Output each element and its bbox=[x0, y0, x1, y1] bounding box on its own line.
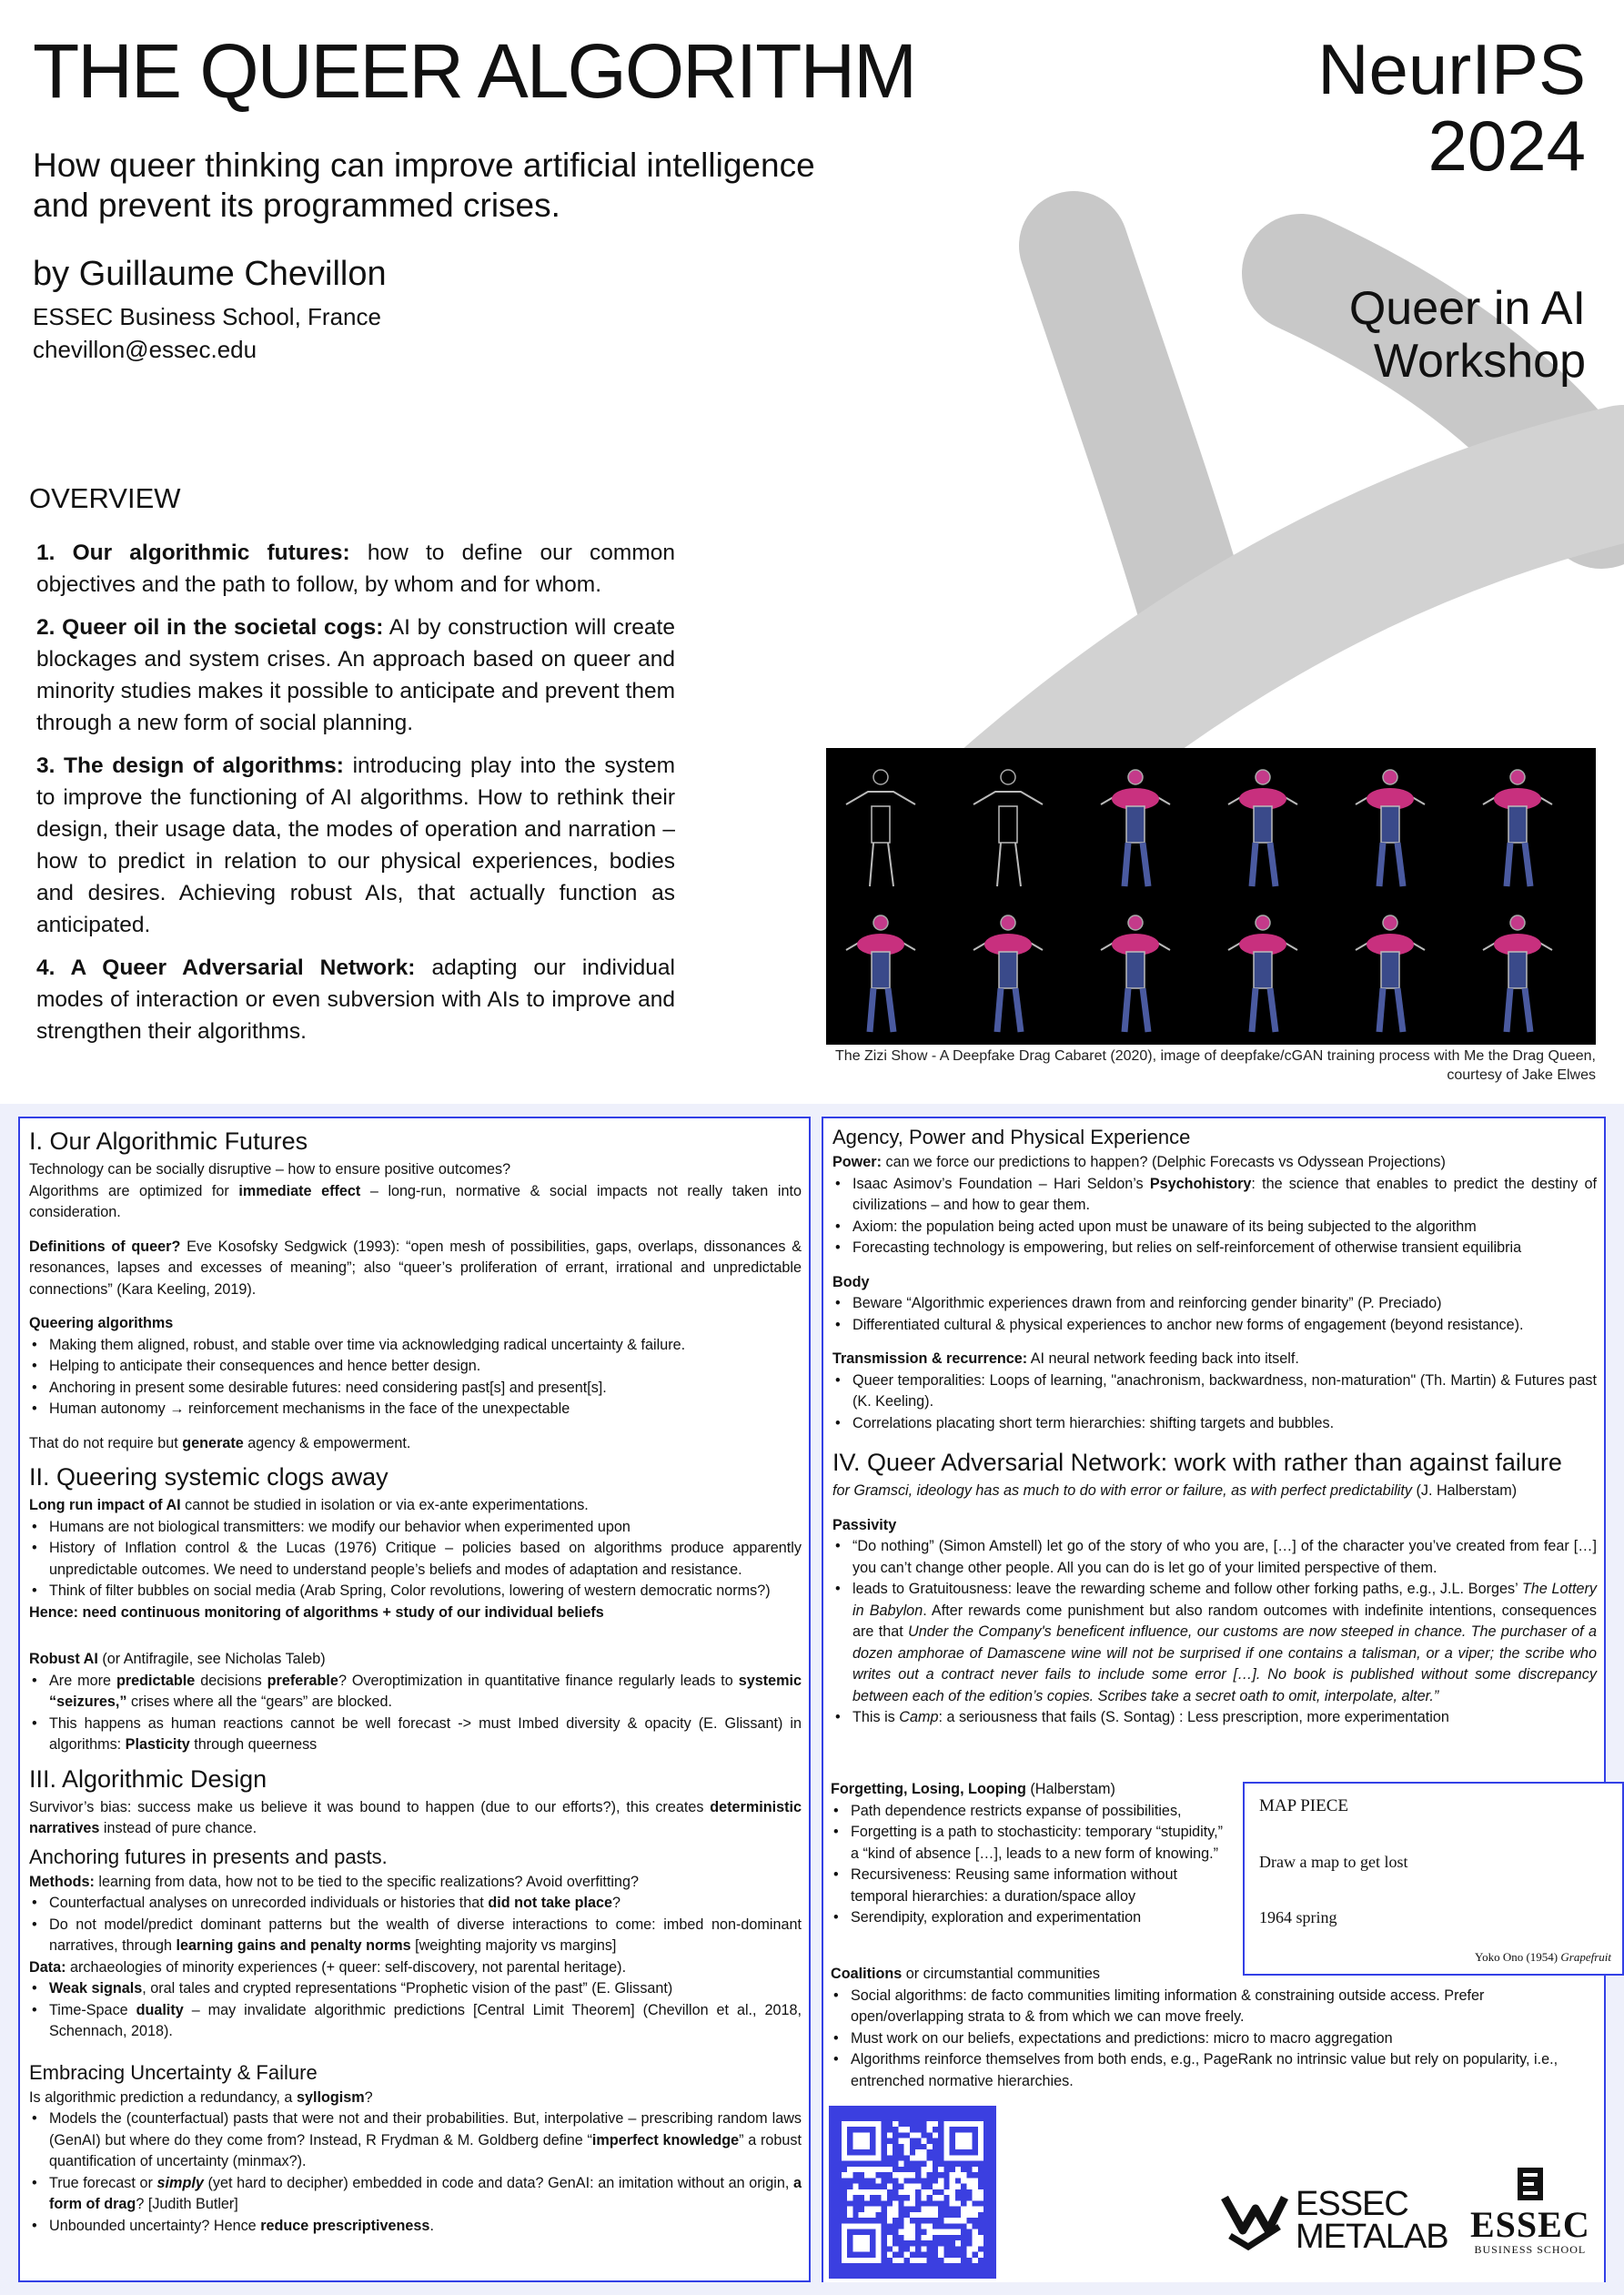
list-item: • Isaac Asimov’s Foundation – Hari Seldon’s Psychohistory: the science that enables to predict the destiny of civilizations – and how to gear them. bbox=[832, 1174, 1597, 1217]
overview-item-label: 2. Queer oil in the societal cogs: bbox=[36, 615, 384, 640]
overview-item bbox=[36, 537, 675, 601]
overview-item-text: introducing play into the system to improve the functioning of AI algorithms. How to rethink their design, their usage data, the modes of operation and narration – how to predict in relation to our physical experiences, bodies and desires. Achieving robust AIs, that actually function as anticipated. bbox=[36, 753, 675, 937]
subtitle-line-2: and prevent its programmed crises. bbox=[33, 187, 560, 224]
overview-item-text: adapting our individual modes of interaction or even subversion with AIs to improve and strengthen their algorithms. bbox=[36, 955, 675, 1044]
list-item: • Forgetting is a path to stochasticity: temporary “stupidity,” a “kind of absence […], leads to a new form of knowing.” bbox=[831, 1822, 1231, 1865]
author-affiliation bbox=[33, 300, 381, 366]
metalab-word-2: METALAB bbox=[1296, 2218, 1448, 2256]
power-list bbox=[832, 1174, 1597, 1259]
overview-item-text: how to define our common objectives and the path to follow, by whom and for whom. bbox=[36, 541, 675, 597]
list-item: • Beware “Algorithmic experiences drawn from and reinforcing gender binarity” (P. Preciado) bbox=[832, 1293, 1597, 1315]
conference-line-2: 2024 bbox=[1427, 106, 1586, 186]
section-3-subtitle: Anchoring futures in presents and pasts. bbox=[29, 1845, 388, 1868]
map-piece-box bbox=[1243, 1782, 1624, 1976]
list-item: • This is Camp: a seriousness that fails (S. Sontag) : Less prescription, more experimentation bbox=[832, 1707, 1597, 1729]
subheading: Passivity bbox=[832, 1516, 897, 1533]
zizi-show-photo bbox=[826, 748, 1596, 1045]
overview-heading: OVERVIEW bbox=[29, 482, 181, 514]
poster-subtitle bbox=[33, 146, 943, 226]
systemic-list bbox=[29, 1517, 802, 1602]
list-item: • Must work on our beliefs, expectations and predictions: micro to macro aggregation bbox=[831, 2028, 1595, 2050]
list-item: • Models the (counterfactual) pasts that were not and their probabilities. But, interpolative – prescribing random laws (GenAI) but where do they come from? Instead, R Frydman & M. Goldberg define “imperfect knowledge” a robust quantification of uncertainty (minmax?). bbox=[29, 2108, 802, 2173]
essec-subtitle: BUSINESS SCHOOL bbox=[1474, 2243, 1587, 2256]
methods-list bbox=[29, 1893, 802, 1957]
section-1-title: I. Our Algorithmic Futures bbox=[29, 1127, 308, 1155]
list-item: • Correlations placating short term hierarchies: shifting targets and bubbles. bbox=[832, 1413, 1597, 1435]
forgetting-block bbox=[831, 1779, 1231, 1929]
list-item: • Forecasting technology is empowering, but relies on self-reinforcement of otherwise transient equilibria bbox=[832, 1238, 1597, 1259]
uncertainty-list bbox=[29, 2108, 802, 2237]
workshop-line-1: Queer in AI bbox=[1348, 282, 1586, 335]
subheading: Body bbox=[832, 1273, 870, 1290]
essec-metalab-logo bbox=[1221, 2185, 1448, 2256]
list-item: • leads to Gratuitousness: leave the rewarding scheme and follow other forking paths, e.g., J.L. Borges’ The Lottery in Babylon. After rewards come punishment but also random outcomes with indefinite intentions, consequences are that Under the Company's beneficent influence, our customs are now steeped in chance. The purchaser of a dozen amphorae of Damascene wine will not be surprised if one contains a talisman, or a viper; the scribe who writes out a contract never fails to include some error […]. No book is published without some discrepancy between each of the edition’s copies. Scribes take a secret oath to omit, interpolate, alter.” bbox=[832, 1579, 1597, 1707]
section-3-title: III. Algorithmic Design bbox=[29, 1764, 267, 1793]
list-item: • Counterfactual analyses on unrecorded individuals or histories that did not take place? bbox=[29, 1893, 802, 1915]
dancer-figure bbox=[846, 915, 915, 1032]
data-list bbox=[29, 1978, 802, 2043]
essec-business-school-logo bbox=[1470, 2166, 1590, 2257]
dancer-figure bbox=[1483, 770, 1552, 886]
dancer-figure bbox=[1356, 770, 1425, 886]
qr-code[interactable] bbox=[829, 2106, 996, 2279]
coalitions-block bbox=[831, 1964, 1595, 2092]
subheading: Queering algorithms bbox=[29, 1315, 174, 1331]
dancer-figure bbox=[1356, 915, 1425, 1032]
essec-crest-icon bbox=[1512, 2166, 1548, 2202]
list-item: • Helping to anticipate their consequences and hence better design. bbox=[29, 1356, 802, 1378]
subheading: Coalitions or circumstantial communities bbox=[831, 1966, 1100, 1982]
overview-item bbox=[36, 952, 675, 1047]
list-item: • Serendipity, exploration and experimentation bbox=[831, 1907, 1231, 1929]
qr-code-image bbox=[842, 2118, 983, 2266]
affiliation: ESSEC Business School, France bbox=[33, 303, 381, 330]
list-item: • Think of filter bubbles on social media (Arab Spring, Color revolutions, lowering of western democratic norms?) bbox=[29, 1581, 802, 1602]
dancer-figure bbox=[1228, 770, 1297, 886]
metalab-mark-icon bbox=[1221, 2190, 1288, 2250]
paragraph: Algorithms are optimized for immediate effect – long-run, normative & social impacts not really taken into consideration. bbox=[29, 1182, 802, 1220]
left-column-panel bbox=[18, 1117, 811, 2282]
list-item: • “Do nothing” (Simon Amstell) let go of the story of who you are, […] of the character you’ve created from fear […] you can’t change other people. All you can do is let go of your limited perspective of them. bbox=[832, 1536, 1597, 1579]
list-item: • Humans are not biological transmitters: we modify our behavior when experimented upon bbox=[29, 1517, 802, 1539]
forgetting-list bbox=[831, 1801, 1231, 1929]
list-item: • Anchoring in present some desirable futures: need considering past[s] and present[s]. bbox=[29, 1378, 802, 1400]
paragraph: Survivor’s bias: success make us believe it was bound to happen (due to our efforts?), this creates deterministic narratives instead of pure chance. bbox=[29, 1798, 802, 1836]
list-item: • Recursiveness: Reusing same information without temporal hierarchies: a duration/space alloy bbox=[831, 1865, 1231, 1907]
list-item: • History of Inflation control & the Lucas (1976) Critique – policies based on algorithms produce apparently unpredictable outcomes. We need to understand people’s beliefs and modes of adaptation and resistance. bbox=[29, 1538, 802, 1581]
gramsci-quote: for Gramsci, ideology has as much to do with error or failure, as with perfect predictability (J. Halberstam) bbox=[832, 1482, 1518, 1499]
essec-wordmark: ESSEC bbox=[1470, 2204, 1590, 2245]
agency-title: Agency, Power and Physical Experience bbox=[832, 1126, 1191, 1148]
list-item: • Unbounded uncertainty? Hence reduce prescriptiveness. bbox=[29, 2216, 802, 2238]
list-item: • True forecast or simply (yet hard to decipher) embedded in code and data? GenAI: an imitation without an origin, a form of drag? [Judith Butler] bbox=[29, 2173, 802, 2216]
list-item: • Weak signals, oral tales and crypted representations “Prophetic vision of the past” (E. Glissant) bbox=[29, 1978, 802, 2000]
section-uncertainty-subtitle: Embracing Uncertainty & Failure bbox=[29, 2060, 318, 2084]
map-piece-line: Draw a map to get lost bbox=[1259, 1853, 1408, 1871]
dancer-figure bbox=[973, 770, 1043, 886]
list-item: • Path dependence restricts expanse of possibilities, bbox=[831, 1801, 1231, 1823]
paragraph: Data: archaeologies of minority experiences (+ queer: self-discovery, not parental heritage). bbox=[29, 1958, 627, 1976]
subheading: Forgetting, Losing, Looping (Halberstam) bbox=[831, 1781, 1115, 1797]
coalitions-list bbox=[831, 1986, 1595, 2093]
list-item: • Queer temporalities: Loops of learning, "anachronism, backwardness, non-maturation" (Th. Martin) & Futures past (K. Keeling). bbox=[832, 1370, 1597, 1413]
conference-name bbox=[1317, 31, 1586, 184]
map-piece-credit: Yoko Ono (1954) Grapefruit bbox=[1474, 1950, 1611, 1964]
overview-item-text: AI by construction will create blockages and system crises. An approach based on queer and minority studies makes it possible to anticipate and prevent them through a new form of social planning. bbox=[36, 615, 675, 735]
paragraph: Technology can be socially disruptive – how to ensure positive outcomes? bbox=[29, 1161, 511, 1178]
overview-item-label: 4. A Queer Adversarial Network: bbox=[36, 955, 416, 980]
passivity-list bbox=[832, 1536, 1597, 1729]
metalab-wordmark bbox=[1296, 2185, 1448, 2256]
dancer-figure bbox=[1101, 770, 1170, 886]
dancer-figure bbox=[1228, 915, 1297, 1032]
map-piece-season: 1964 spring bbox=[1259, 1908, 1337, 1926]
dancer-figure bbox=[973, 915, 1043, 1032]
body-list bbox=[832, 1293, 1597, 1336]
paragraph: Is algorithmic prediction a redundancy, a syllogism? bbox=[29, 2088, 373, 2106]
hence-statement: Hence: need continuous monitoring of algorithms + study of our individual beliefs bbox=[29, 1603, 604, 1621]
queering-list bbox=[29, 1335, 802, 1420]
subheading: Robust AI (or Antifragile, see Nicholas Taleb) bbox=[29, 1651, 326, 1667]
paragraph: That do not require but generate agency & empowerment. bbox=[29, 1434, 411, 1451]
paragraph: Long run impact of AI cannot be studied in isolation or via ex-ante experimentations. bbox=[29, 1497, 589, 1513]
list-item: • This happens as human reactions cannot be well forecast -> must Imbed diversity & opacity (E. Glissant) in algorithms: Plasticity through queerness bbox=[29, 1714, 802, 1756]
transmission-list bbox=[832, 1370, 1597, 1435]
list-item: • Making them aligned, robust, and stable over time via acknowledging radical uncertainty & failure. bbox=[29, 1335, 802, 1357]
paragraph: Power: can we force our predictions to happen? (Delphic Forecasts vs Odyssean Projections) bbox=[832, 1154, 1446, 1170]
list-item: • Human autonomy → reinforcement mechanisms in the face of the unexpectable bbox=[29, 1399, 802, 1420]
workshop-name bbox=[1349, 282, 1586, 388]
dancer-figure bbox=[1483, 915, 1552, 1032]
subtitle-line-1: How queer thinking can improve artificial intelligence bbox=[33, 147, 815, 184]
overview-item-label: 3. The design of algorithms: bbox=[36, 753, 344, 778]
author-name: by Guillaume Chevillon bbox=[33, 255, 387, 293]
conference-line-1: NeurIPS bbox=[1317, 29, 1586, 109]
overview-list bbox=[36, 537, 675, 1058]
email: chevillon@essec.edu bbox=[33, 336, 257, 363]
list-item: • Axiom: the population being acted upon must be unaware of its being subjected to the algorithm bbox=[832, 1217, 1597, 1238]
overview-item bbox=[36, 750, 675, 941]
list-item: • Differentiated cultural & physical experiences to anchor new forms of engagement (beyond resistance). bbox=[832, 1315, 1597, 1337]
list-item: • Do not model/predict dominant patterns but the wealth of diverse interactions to come: imbed non-dominant narratives, through learning gains and penalty norms [weighting majority vs margins] bbox=[29, 1915, 802, 1957]
definitions-paragraph: Definitions of queer? Eve Kosofsky Sedgwick (1993): “open mesh of possibilities, gaps, overlaps, dissonances & resonances, lapses and excesses of meaning”; also “queer’s proliferation of errant, irrational and unpredictable connections” (Kara Keeling, 2019). bbox=[29, 1238, 802, 1298]
photo-caption: The Zizi Show - A Deepfake Drag Cabaret (2020), image of deepfake/cGAN training process with Me the Drag Queen, courtesy of Jake Elwes bbox=[835, 1048, 1596, 1083]
dancer-figure bbox=[846, 770, 915, 886]
dancer-figure bbox=[1101, 915, 1170, 1032]
list-item: • Algorithms reinforce themselves from both ends, e.g., PageRank no intrinsic value but rely on popularity, i.e., entrenched normative hierarchies. bbox=[831, 2049, 1595, 2092]
poster-title: THE QUEER ALGORITHM bbox=[33, 28, 916, 114]
list-item: • Time-Space duality – may invalidate algorithmic predictions [Central Limit Theorem] (Chevillon et al., 2018, Schennach, 2018). bbox=[29, 2000, 802, 2043]
robust-list bbox=[29, 1671, 802, 1756]
paragraph: Transmission & recurrence: AI neural network feeding back into itself. bbox=[832, 1350, 1299, 1367]
metalab-word-1: ESSEC bbox=[1296, 2185, 1408, 2223]
list-item: • Are more predictable decisions preferable? Overoptimization in quantitative finance regularly leads to systemic “seizures,” crises where all the “gears” are blocked. bbox=[29, 1671, 802, 1714]
workshop-line-2: Workshop bbox=[1373, 335, 1586, 388]
overview-item bbox=[36, 612, 675, 739]
list-item: • Social algorithms: de facto communities limiting information & constraining outside access. Prefer open/overlapping strata to & from which we can move freely. bbox=[831, 1986, 1595, 2028]
section-4-title: IV. Queer Adversarial Network: work with rather than against failure bbox=[832, 1449, 1562, 1476]
paragraph: Methods: learning from data, how not to be tied to the specific realizations? Avoid overfitting? bbox=[29, 1873, 640, 1890]
overview-item-label: 1. Our algorithmic futures: bbox=[36, 541, 350, 565]
map-piece-title: MAP PIECE bbox=[1259, 1796, 1349, 1815]
section-2-title: II. Queering systemic clogs away bbox=[29, 1463, 388, 1491]
